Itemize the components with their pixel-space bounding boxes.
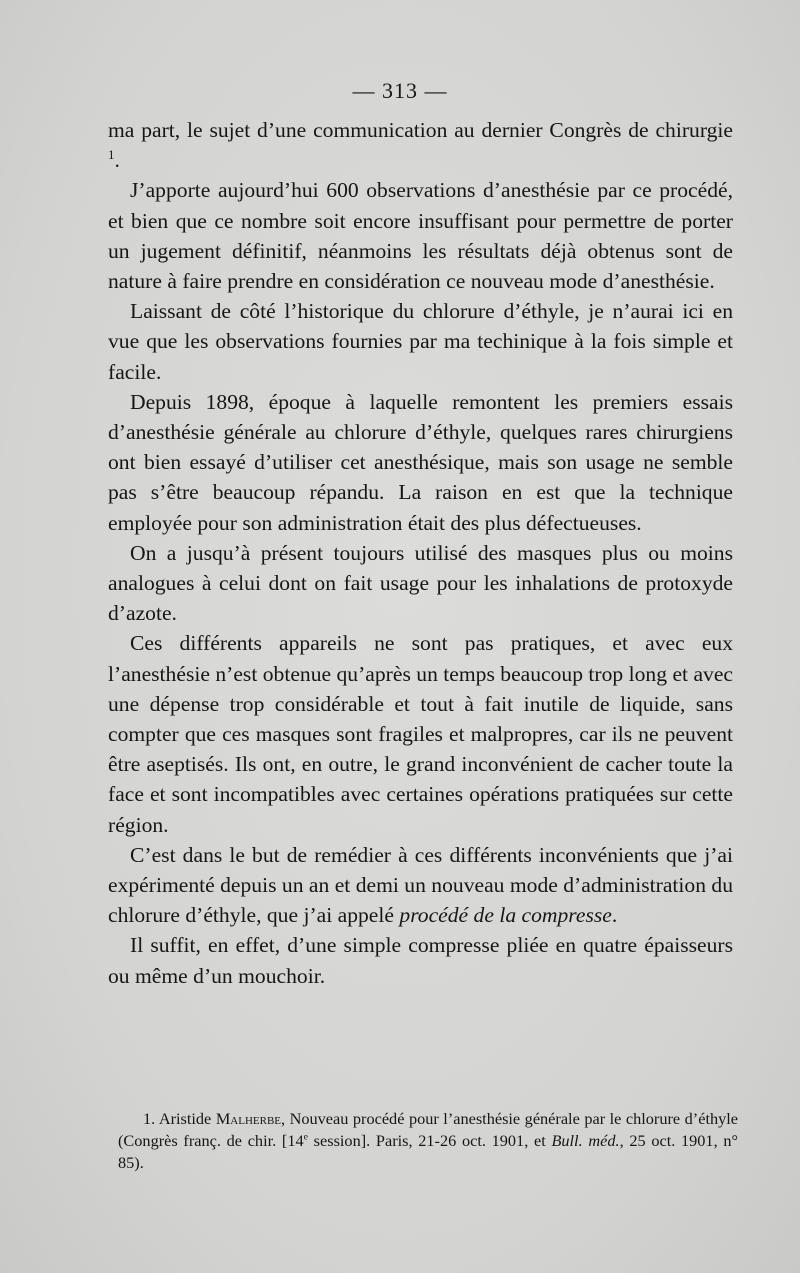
page-number: — 313 — bbox=[352, 78, 448, 103]
text-run: J’apporte aujourd’hui 600 observations d’anesthésie par ce procédé, et bien que ce nombre soit encore insuffisant pour permettre de porter un jugement définitif, néanmoins les résultats déjà obtenus sont de nature à faire prendre en considération ce nouveau mode d’anesthésie. bbox=[108, 178, 733, 294]
paragraph bbox=[108, 538, 733, 629]
text-run: , Nouveau procédé pour l’anesthésie générale par le chlorure d’éthyle (Congrès franç. de chir. [14 bbox=[118, 1109, 739, 1150]
footnotes bbox=[118, 1108, 738, 1174]
paragraph bbox=[108, 628, 733, 839]
author-name: Malherbe bbox=[215, 1109, 282, 1128]
text-run: ma part, le sujet d’une communication au dernier Congrès de chirurgie bbox=[108, 118, 733, 142]
paragraph bbox=[108, 387, 733, 538]
footnote bbox=[118, 1108, 738, 1174]
superscript: 1 bbox=[108, 147, 115, 163]
text-run: . bbox=[114, 148, 120, 173]
paragraph bbox=[108, 175, 733, 296]
text-run: session]. Paris, 21-26 oct. 1901, et bbox=[307, 1131, 552, 1150]
text-run: Depuis 1898, époque à laquelle remontent les premiers essais d’anesthésie générale au chlorure d’éthyle, quelques rares chirurgiens ont bien essayé d’utiliser cet anesthésique, mais son usage ne semble pas s’être beaucoup répandu. La raison en est que la technique employée pour son administration était des plus défectueuses. bbox=[108, 389, 733, 535]
body-text bbox=[108, 115, 733, 991]
paragraph bbox=[108, 296, 733, 387]
text-run: Il suffit, en effet, d’une simple compresse pliée en quatre épaisseurs ou même d’un mouchoir. bbox=[108, 933, 733, 988]
italic-text: Bull. méd. bbox=[551, 1131, 620, 1150]
paragraph bbox=[108, 840, 733, 931]
text-run: , 25 oct. 1901, n° 85). bbox=[118, 1131, 739, 1172]
paragraph bbox=[108, 115, 733, 175]
text-run: C’est dans le but de remédier à ces différents inconvénients que j’ai expérimenté depuis un an et demi un nouveau mode d’administration du chlorure d’éthyle, que j’ai appelé bbox=[108, 842, 733, 928]
superscript: e bbox=[303, 1131, 308, 1143]
text-run: On a jusqu’à présent toujours utilisé des masques plus ou moins analogues à celui dont on fait usage pour les inhalations de protoxyde d’azote. bbox=[108, 540, 733, 626]
text-run: 1. Aristide bbox=[143, 1109, 216, 1128]
paragraph bbox=[108, 930, 733, 990]
text-run: Laissant de côté l’historique du chlorure d’éthyle, je n’aurai ici en vue que les observations fournies par ma techinique à la fois simple et facile. bbox=[108, 299, 733, 384]
text-run: Ces différents appareils ne sont pas pratiques, et avec eux l’anesthésie n’est obtenue qu’après un temps beaucoup trop long et avec une dépense trop considérable et tout à fait inutile de liquide, sans compter que ces masques sont fragiles et malpropres, car ils ne peuvent être aseptisés. Ils ont, en outre, le grand inconvénient de cacher toute la face et sont incompatibles avec certaines opérations pratiquées sur cette région. bbox=[108, 631, 733, 837]
italic-text: procédé de la compresse bbox=[399, 903, 612, 928]
text-run: . bbox=[611, 903, 618, 928]
